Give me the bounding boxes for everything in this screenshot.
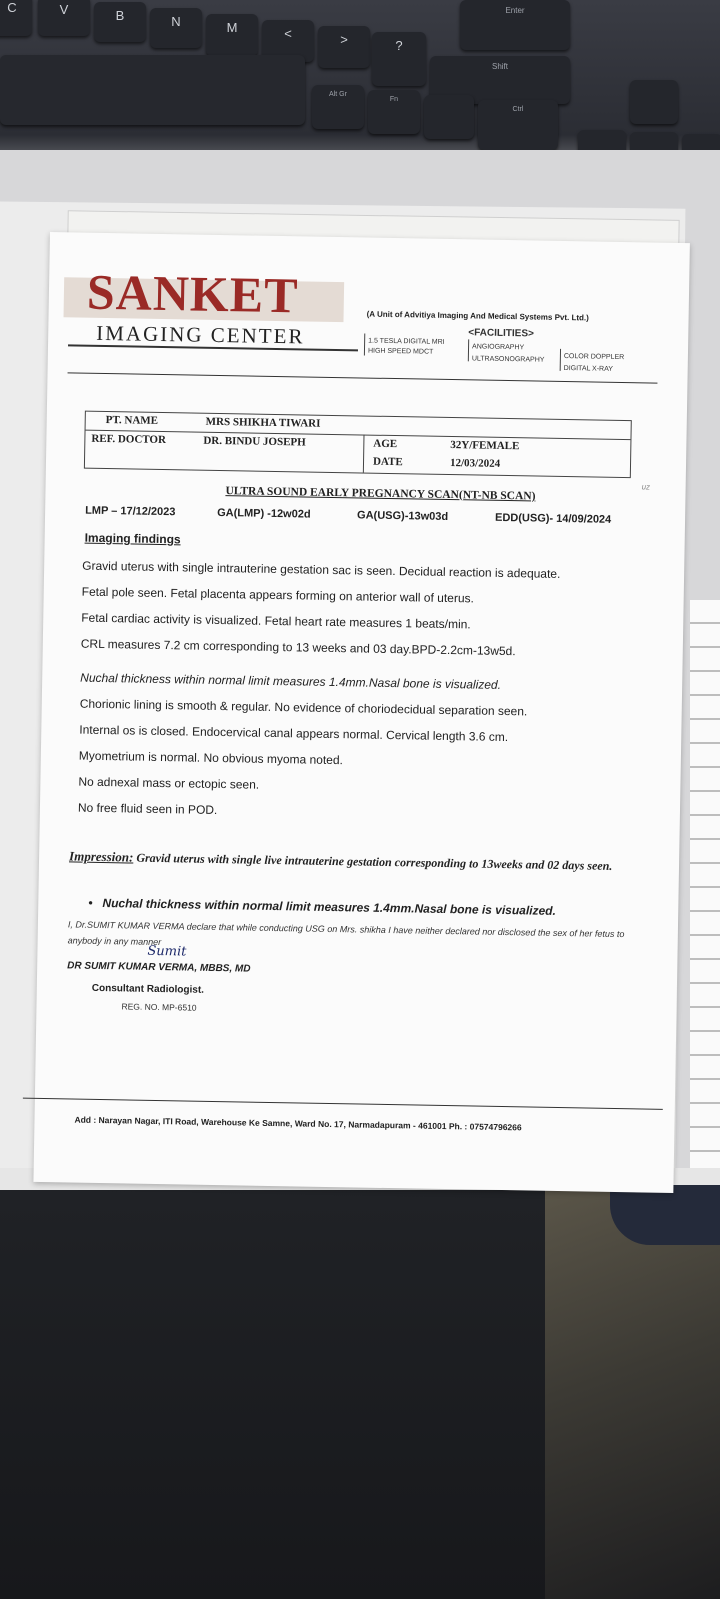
finding-line: Nuchal thickness within normal limit measures 1.4mm.Nasal bone is visualized. bbox=[80, 670, 502, 692]
key-label: < bbox=[284, 26, 292, 41]
key-n bbox=[150, 8, 202, 48]
divider bbox=[364, 334, 365, 356]
key-space bbox=[0, 55, 305, 125]
divider bbox=[86, 430, 631, 441]
finding-line: No free fluid seen in POD. bbox=[77, 800, 218, 818]
report-title: ULTRA SOUND EARLY PREGNANCY SCAN(NT-NB SCAN) bbox=[225, 485, 536, 503]
patient-name: MRS SHIKHA TIWARI bbox=[205, 415, 321, 430]
fabric-background bbox=[610, 1185, 720, 1245]
doctor-designation: Consultant Radiologist. bbox=[91, 982, 205, 996]
facility-item: HIGH SPEED MDCT bbox=[367, 347, 434, 356]
finding-line: Gravid uterus with single intrauterine gestation sac is seen. Decidual reaction is adequate. bbox=[82, 558, 561, 581]
paper-stack-edge bbox=[690, 600, 720, 1200]
key-label: M bbox=[226, 20, 238, 35]
finding-line: Fetal pole seen. Fetal placenta appears forming on anterior wall of uterus. bbox=[81, 584, 475, 606]
lmp-value: LMP – 17/12/2023 bbox=[85, 504, 176, 519]
finding-line: Chorionic lining is smooth & regular. No evidence of choriodecidual separation seen. bbox=[79, 696, 528, 719]
bullet-text: Nuchal thickness within normal limit measures 1.4mm.Nasal bone is visualized. bbox=[102, 896, 557, 918]
finding-line: No adnexal mass or ectopic seen. bbox=[78, 774, 260, 792]
divider bbox=[468, 339, 469, 361]
ga-usg-value: GA(USG)-13w03d bbox=[356, 509, 449, 523]
key-label: Shift bbox=[491, 62, 508, 71]
date-label: DATE bbox=[372, 455, 403, 469]
finding-line: Internal os is closed. Endocervical canal appears normal. Cervical length 3.6 cm. bbox=[79, 722, 509, 745]
key-b bbox=[94, 2, 146, 42]
key-c bbox=[0, 0, 32, 36]
impression-bullet: • Nuchal thickness within normal limit measures 1.4mm.Nasal bone is visualized. bbox=[88, 895, 557, 918]
ref-doctor: DR. BINDU JOSEPH bbox=[203, 434, 306, 449]
finding-line: Myometrium is normal. No obvious myoma noted. bbox=[78, 748, 344, 768]
finding-line: Fetal cardiac activity is visualized. Fetal heart rate measures 1 beats/min. bbox=[81, 610, 471, 632]
edd-usg-value: EDD(USG)- 14/09/2024 bbox=[494, 511, 612, 526]
company-unit-line: (A Unit of Advitiya Imaging And Medical Systems Pvt. Ltd.) bbox=[366, 309, 589, 323]
impression-text: Gravid uterus with single live intrauterine gestation corresponding to 13weeks and 02 days seen. bbox=[136, 850, 613, 873]
doctor-name: DR SUMIT KUMAR VERMA, MBBS, MD bbox=[67, 960, 251, 975]
findings-heading: Imaging findings bbox=[84, 530, 181, 547]
clinic-logo: SANKET bbox=[86, 263, 300, 324]
key-slash bbox=[372, 32, 426, 86]
facility-item: ANGIOGRAPHY bbox=[471, 343, 525, 352]
age-label: AGE bbox=[373, 437, 398, 451]
facility-item: DIGITAL X-RAY bbox=[563, 364, 614, 373]
key-v bbox=[38, 0, 90, 36]
key-label: B bbox=[115, 8, 125, 23]
date-value: 12/03/2024 bbox=[449, 457, 501, 470]
divider bbox=[68, 372, 658, 383]
key-enter bbox=[460, 0, 570, 50]
impression-label: Impression: bbox=[68, 848, 134, 865]
key-m bbox=[206, 14, 258, 56]
facility-item: 1.5 TESLA DIGITAL MRI bbox=[368, 337, 445, 346]
key-label: > bbox=[340, 32, 348, 47]
facility-item: ULTRASONOGRAPHY bbox=[471, 355, 545, 364]
key-label: Ctrl bbox=[512, 106, 524, 113]
key-altgr bbox=[312, 85, 364, 129]
ref-doctor-label: REF. DOCTOR bbox=[91, 432, 167, 447]
report-sheet bbox=[33, 232, 689, 1193]
facilities-heading: <FACILITIES> bbox=[468, 327, 534, 340]
key-label: Alt Gr bbox=[329, 91, 347, 98]
handwritten-signature: Sumit bbox=[147, 943, 187, 960]
impression bbox=[69, 847, 629, 875]
key-fn bbox=[368, 90, 420, 134]
clinic-subtitle: IMAGING CENTER bbox=[96, 320, 305, 349]
key-label: Fn bbox=[389, 96, 399, 103]
ga-lmp-value: GA(LMP) -12w02d bbox=[217, 506, 311, 521]
divider bbox=[560, 349, 561, 371]
finding-line: CRL measures 7.2 cm corresponding to 13 weeks and 03 day.BPD-2.2cm-13w5d. bbox=[80, 636, 516, 659]
divider bbox=[363, 435, 365, 473]
key-label: ? bbox=[395, 38, 403, 53]
key-label: N bbox=[171, 14, 181, 29]
fabric-background bbox=[545, 1185, 720, 1599]
corner-mark: uz bbox=[641, 482, 651, 492]
facility-item: COLOR DOPPLER bbox=[563, 352, 625, 362]
declaration: I, Dr.SUMIT KUMAR VERMA declare that while conducting USG on Mrs. shikha I have neither declared nor disclosed the sex of her fetus to anybody in any manner bbox=[67, 919, 625, 948]
key-up bbox=[630, 80, 678, 124]
key-period bbox=[318, 26, 370, 68]
registration-number: REG. NO. MP-6510 bbox=[121, 1001, 197, 1013]
key-label: Enter bbox=[505, 6, 525, 15]
divider bbox=[23, 1098, 663, 1110]
footer-address: Add : Narayan Nagar, ITI Road, Warehouse Ke Samne, Ward No. 17, Narmadapuram - 461001 Ph. : 07574796266 bbox=[74, 1114, 522, 1133]
age-value: 32Y/FEMALE bbox=[450, 439, 520, 453]
patient-name-label: PT. NAME bbox=[105, 414, 159, 427]
key-label: V bbox=[59, 2, 69, 17]
key-label: C bbox=[7, 0, 17, 15]
key-menu bbox=[424, 95, 474, 139]
key-ctrl bbox=[478, 100, 558, 150]
patient-info-table bbox=[84, 411, 632, 479]
